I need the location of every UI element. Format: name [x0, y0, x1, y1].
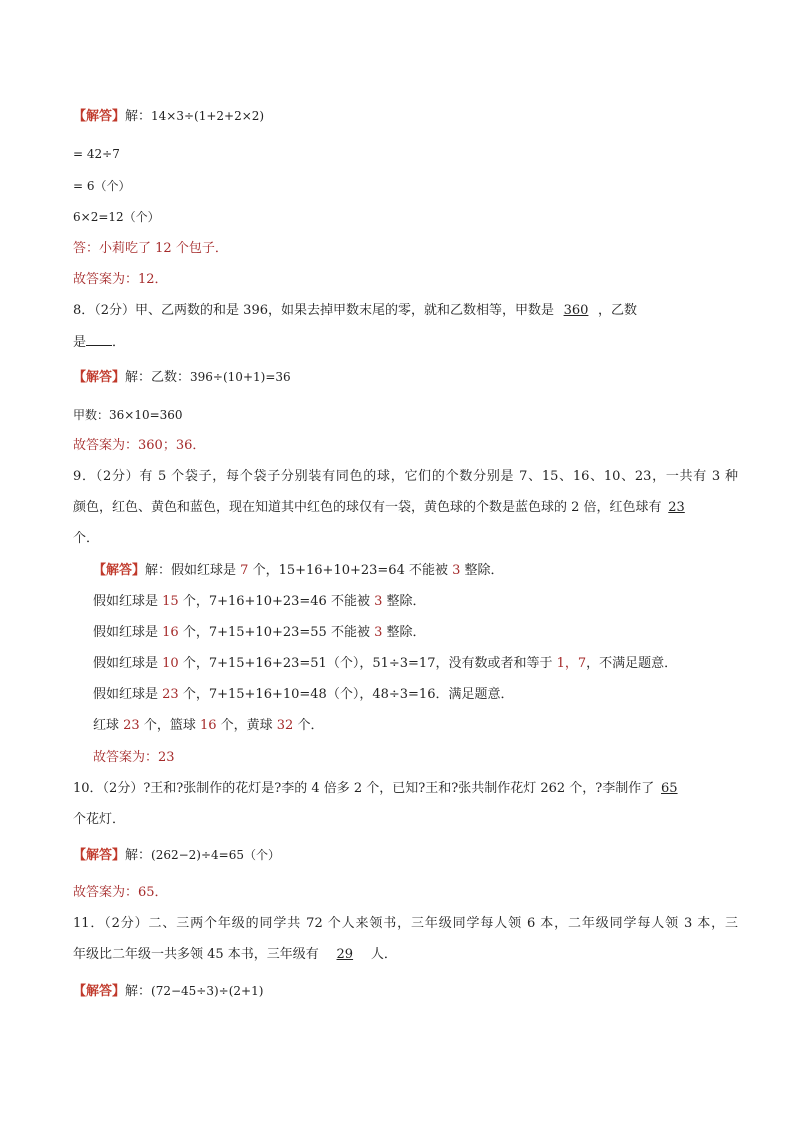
q11-stem-line-2: 年级比二年级一共多领 45 本书，三年级有 29 人． — [73, 947, 397, 962]
q10-stem-line-1: 10．（2分）?王和?张制作的花灯是?李的 4 倍多 2 个，已知?王和?张共制作花灯 262 个，?李制作了 65 — [73, 780, 738, 798]
q7-final-answer: 故答案为：12． — [73, 272, 168, 287]
solution-label: 【解答】 — [73, 848, 126, 863]
q9-stem-line-3: 个． — [73, 531, 100, 546]
q9-solution-line-4: 假如红球是 10 个，7+15+16+23=51（个），51÷3=17，没有数或者和等于 1，7，不满足题意． — [93, 656, 678, 671]
q10-answer-blank: 65 — [661, 781, 678, 796]
q8-answer-blank-1: 360 — [563, 303, 589, 318]
q11-solution-line: 【解答】解：(72−45÷3)÷(2+1) — [73, 984, 264, 999]
solution-label: 【解答】 — [73, 109, 126, 124]
q11-stem-line-1: 11．（2分）二、三两个年级的同学共 72 个人来领书，三年级同学每人领 6 本，二年级同学每人领 3 本，三 — [73, 916, 738, 931]
q7-solution-line-2: = 42÷7 — [73, 147, 120, 161]
q9-solution-line-2: 假如红球是 15 个，7+16+10+23=46 不能被 3 整除． — [93, 594, 426, 609]
q10-stem-line-2: 个花灯． — [73, 812, 126, 827]
q8-stem-line-1: 8．（2分）甲、乙两数的和是 396，如果去掉甲数末尾的零，就和乙数相等，甲数是 360 ，乙数 — [73, 303, 638, 318]
q9-stem-line-1: 9．（2分）有 5 个袋子，每个袋子分别装有同色的球，它们的个数分别是 7、15、16、10、23，一共有 3 种 — [73, 469, 738, 484]
solution-label: 【解答】 — [73, 984, 126, 999]
solution-label: 【解答】 — [93, 563, 146, 578]
q9-final-answer: 故答案为：23 — [93, 750, 175, 765]
q8-answer-blank-2 — [86, 333, 112, 346]
q11-answer-blank: 29 — [336, 947, 354, 962]
q9-stem-line-2: 颜色，红色、黄色和蓝色，现在知道其中红色的球仅有一袋，黄色球的个数是蓝色球的 2 倍，红色球有 23 — [73, 499, 738, 517]
q8-final-answer: 故答案为：360；36． — [73, 438, 206, 453]
q9-solution-line-5: 假如红球是 23 个，7+15+16+10=48（个），48÷3=16．满足题意． — [93, 687, 514, 702]
q10-solution-line: 【解答】解：(262−2)÷4=65（个） — [73, 848, 281, 863]
q7-solution-line-4: 6×2=12（个） — [73, 210, 160, 224]
solution-label: 【解答】 — [73, 370, 126, 385]
q8-solution-line-1: 【解答】解：乙数：396÷(10+1)=36 — [73, 370, 291, 385]
q8-solution-line-2: 甲数：36×10=360 — [73, 408, 183, 422]
q9-solution-line-3: 假如红球是 16 个，7+15+10+23=55 不能被 3 整除． — [93, 625, 426, 640]
q7-solution-line-3: = 6（个） — [73, 179, 131, 193]
q7-answer-statement: 答：小莉吃了 12 个包子． — [73, 241, 228, 256]
q9-solution-line-1: 【解答】解：假如红球是 7 个，15+16+10+23=64 不能被 3 整除． — [93, 563, 504, 578]
q8-stem-line-2: 是 ． — [73, 335, 126, 350]
q10-final-answer: 故答案为：65． — [73, 885, 168, 900]
q9-answer-blank: 23 — [668, 500, 685, 515]
q7-solution-line-1: 【解答】解：14×3÷(1+2+2×2) — [73, 109, 265, 124]
q9-solution-line-6: 红球 23 个，篮球 16 个，黄球 32 个． — [93, 718, 324, 733]
